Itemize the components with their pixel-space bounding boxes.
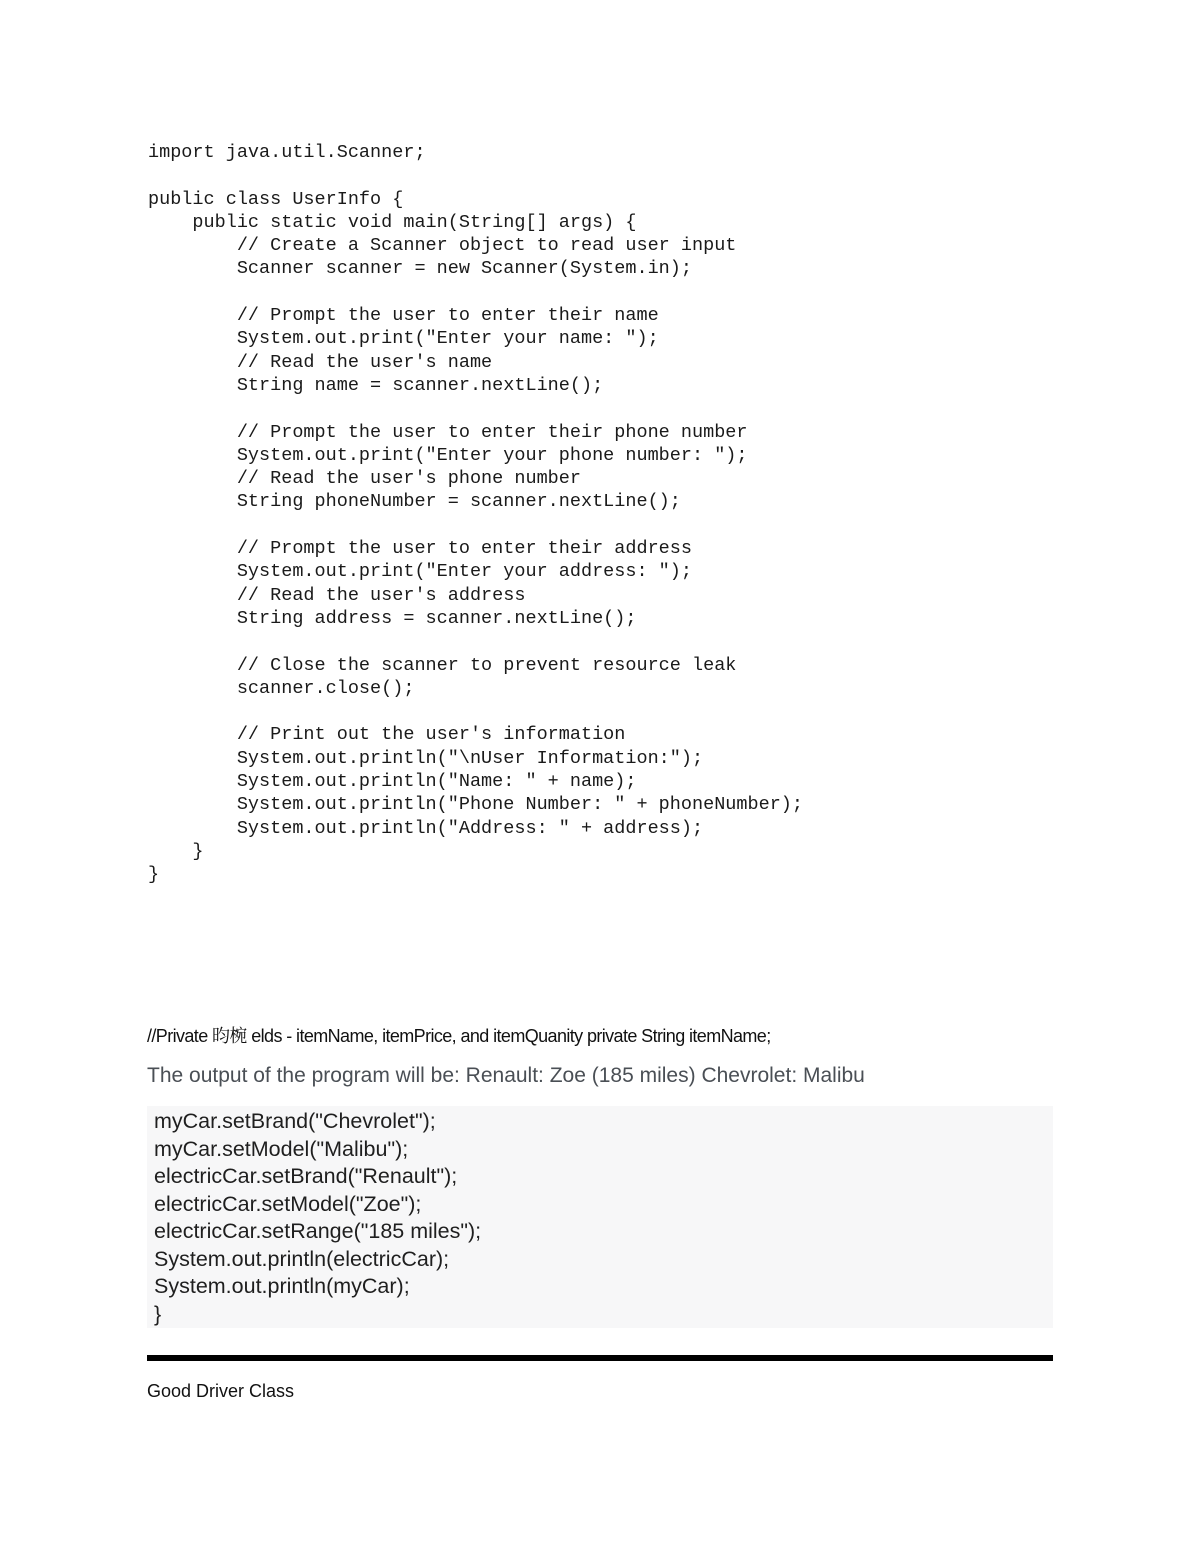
- code-line: // Prompt the user to enter their phone number: [148, 421, 748, 443]
- horizontal-divider: [147, 1355, 1053, 1361]
- code-line: // Close the scanner to prevent resource leak: [148, 654, 737, 676]
- program-output-text: The output of the program will be: Renault: Zoe (185 miles) Chevrolet: Malibu: [147, 1064, 865, 1087]
- code-line: String phoneNumber = scanner.nextLine();: [148, 491, 681, 513]
- code-line: // Create a Scanner object to read user input: [148, 235, 737, 257]
- code-line: System.out.println("Name: " + name);: [148, 771, 637, 793]
- code-line: String address = scanner.nextLine();: [148, 607, 637, 629]
- code-line: import java.util.Scanner;: [148, 142, 426, 163]
- code-line: public static void main(String[] args) {: [148, 211, 637, 233]
- code-line: // Prompt the user to enter their address: [148, 538, 692, 560]
- code-line: // Read the user's address: [148, 584, 526, 606]
- code-line: // Print out the user's information: [148, 724, 626, 746]
- section-heading-good-driver-class: Good Driver Class: [147, 1381, 295, 1401]
- snippet-line: myCar.setModel("Malibu");: [154, 1136, 409, 1161]
- code-line: System.out.println("\nUser Information:");: [148, 747, 704, 769]
- code-line: [148, 164, 803, 187]
- code-line: System.out.println("Address: " + address);: [148, 817, 704, 839]
- private-fields-note: //Private 昀椀 elds - itemName, itemPrice, and itemQuanity private String itemName;: [147, 1026, 771, 1046]
- code-line: // Read the user's phone number: [148, 468, 581, 490]
- code-line: Scanner scanner = new Scanner(System.in);: [148, 258, 692, 280]
- code-line: [148, 397, 803, 420]
- snippet-line: myCar.setBrand("Chevrolet");: [154, 1109, 436, 1133]
- code-line: String name = scanner.nextLine();: [148, 374, 604, 396]
- snippet-line: electricCar.setBrand("Renault");: [154, 1164, 458, 1188]
- code-line: // Read the user's name: [148, 351, 493, 373]
- code-line: }: [148, 864, 160, 886]
- code-line: // Prompt the user to enter their name: [148, 305, 659, 327]
- snippet-line: electricCar.setModel("Zoe");: [154, 1191, 422, 1216]
- code-line: public class UserInfo {: [148, 188, 404, 210]
- snippet-line: }: [154, 1301, 162, 1326]
- code-snippet-box: [147, 1106, 1053, 1328]
- snippet-line: System.out.println(myCar);: [154, 1274, 410, 1298]
- code-line: scanner.close();: [148, 677, 415, 699]
- code-line: [148, 700, 803, 723]
- code-line: System.out.print("Enter your name: ");: [148, 328, 659, 350]
- code-line: [148, 281, 803, 304]
- code-line: System.out.print("Enter your address: ");: [148, 561, 692, 583]
- code-line: }: [148, 840, 204, 862]
- code-line: System.out.println("Phone Number: " + phoneNumber);: [148, 794, 804, 816]
- snippet-line: electricCar.setRange("185 miles");: [154, 1219, 482, 1243]
- code-line: [148, 514, 803, 537]
- code-line: [148, 630, 803, 653]
- snippet-line: System.out.println(electricCar);: [154, 1246, 450, 1271]
- code-line: System.out.print("Enter your phone number: ");: [148, 444, 748, 466]
- java-code-listing: [148, 141, 803, 887]
- snippet-lines: [154, 1108, 481, 1328]
